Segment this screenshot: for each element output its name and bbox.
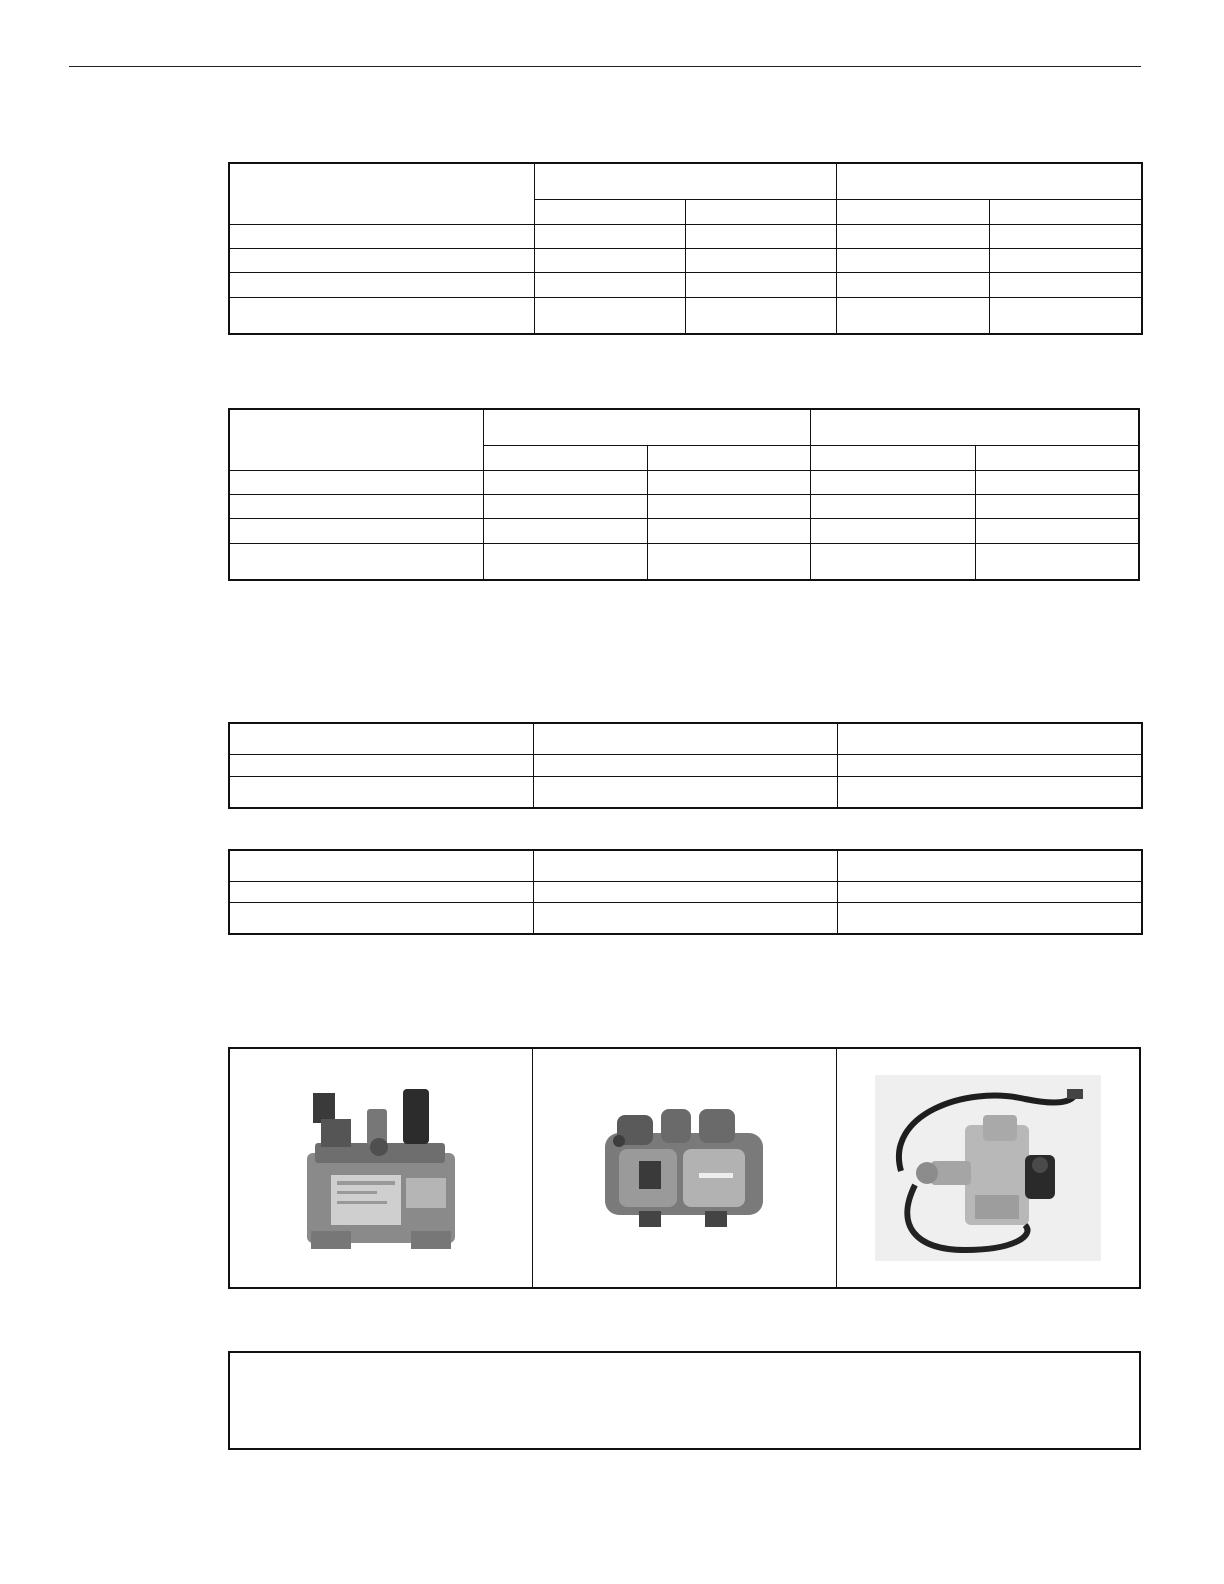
table-cell [229,903,533,935]
table-header-row [229,163,1142,200]
table-cell [810,409,1139,446]
table-row [229,470,1139,494]
table-cell [989,200,1142,224]
table-cell [229,723,533,755]
table-cell [533,776,837,808]
photo-cell [230,1049,533,1287]
table-cell [534,224,685,248]
valve-photo-table [228,1047,1141,1289]
table-row [229,519,1139,543]
table-cell [229,543,483,580]
table-cell [989,224,1142,248]
table-cell [810,470,975,494]
table-cell [647,519,810,543]
table-cell [647,494,810,518]
photo-cell [533,1049,836,1287]
table-cell [837,776,1142,808]
table-cell [229,297,534,334]
table-cell [836,273,989,297]
table-row [229,723,1142,755]
table-cell [229,850,533,882]
table-cell [229,494,483,518]
table-cell [810,446,975,470]
table-cell [533,850,837,882]
table-cell [975,494,1139,518]
table-cell [229,248,534,272]
table-cell [836,200,989,224]
table-cell [483,470,647,494]
table-cell [836,224,989,248]
table-cell [229,519,483,543]
table-cell [534,248,685,272]
table-row [229,297,1142,334]
table-cell [483,494,647,518]
table-cell [229,776,533,808]
gas-valve-photo-2 [599,1103,769,1233]
table-cell [229,163,534,224]
table-cell [647,543,810,580]
table-cell [229,470,483,494]
table-cell [229,755,533,776]
header-rule [69,66,1141,67]
table-cell [975,470,1139,494]
table-cell [647,446,810,470]
table-cell [810,543,975,580]
table-cell [837,882,1142,903]
table-cell [229,882,533,903]
table-cell [685,297,836,334]
table-cell [685,224,836,248]
spec-table-1 [228,162,1143,335]
table-cell [533,755,837,776]
table-cell [229,224,534,248]
table-cell [483,409,810,446]
table-cell [534,297,685,334]
gas-valve-photo-1 [301,1083,461,1253]
table-cell [837,723,1142,755]
table-row [229,850,1142,882]
gas-valve-photo-3 [875,1075,1101,1261]
table-cell [975,519,1139,543]
table-cell [975,446,1139,470]
table-cell [975,543,1139,580]
table-row [229,882,1142,903]
table-cell [685,273,836,297]
table-cell [533,882,837,903]
table-cell [229,273,534,297]
table-row [229,248,1142,272]
table-cell [685,200,836,224]
table-row [229,494,1139,518]
table-header-row [229,409,1139,446]
table-cell [229,409,483,470]
table-cell [483,543,647,580]
table-cell [685,248,836,272]
table-row [229,273,1142,297]
table-cell [533,903,837,935]
photo-cell [837,1049,1139,1287]
table-cell [989,297,1142,334]
table-cell [836,163,1142,200]
table-cell [837,850,1142,882]
table-cell [533,723,837,755]
table-cell [534,200,685,224]
table-cell [483,446,647,470]
table-row [229,224,1142,248]
table-cell [810,519,975,543]
table-row [229,543,1139,580]
table-cell [647,470,810,494]
table-cell [989,273,1142,297]
table-row [229,776,1142,808]
table-cell [989,248,1142,272]
table-cell [534,273,685,297]
table-row [229,903,1142,935]
spec-table-3 [228,722,1143,809]
table-cell [837,903,1142,935]
table-row [229,755,1142,776]
note-box [228,1351,1141,1450]
table-cell [534,163,836,200]
table-cell [836,248,989,272]
spec-table-2 [228,408,1140,581]
spec-table-4 [228,849,1143,935]
table-cell [837,755,1142,776]
table-cell [483,519,647,543]
table-cell [836,297,989,334]
table-cell [810,494,975,518]
